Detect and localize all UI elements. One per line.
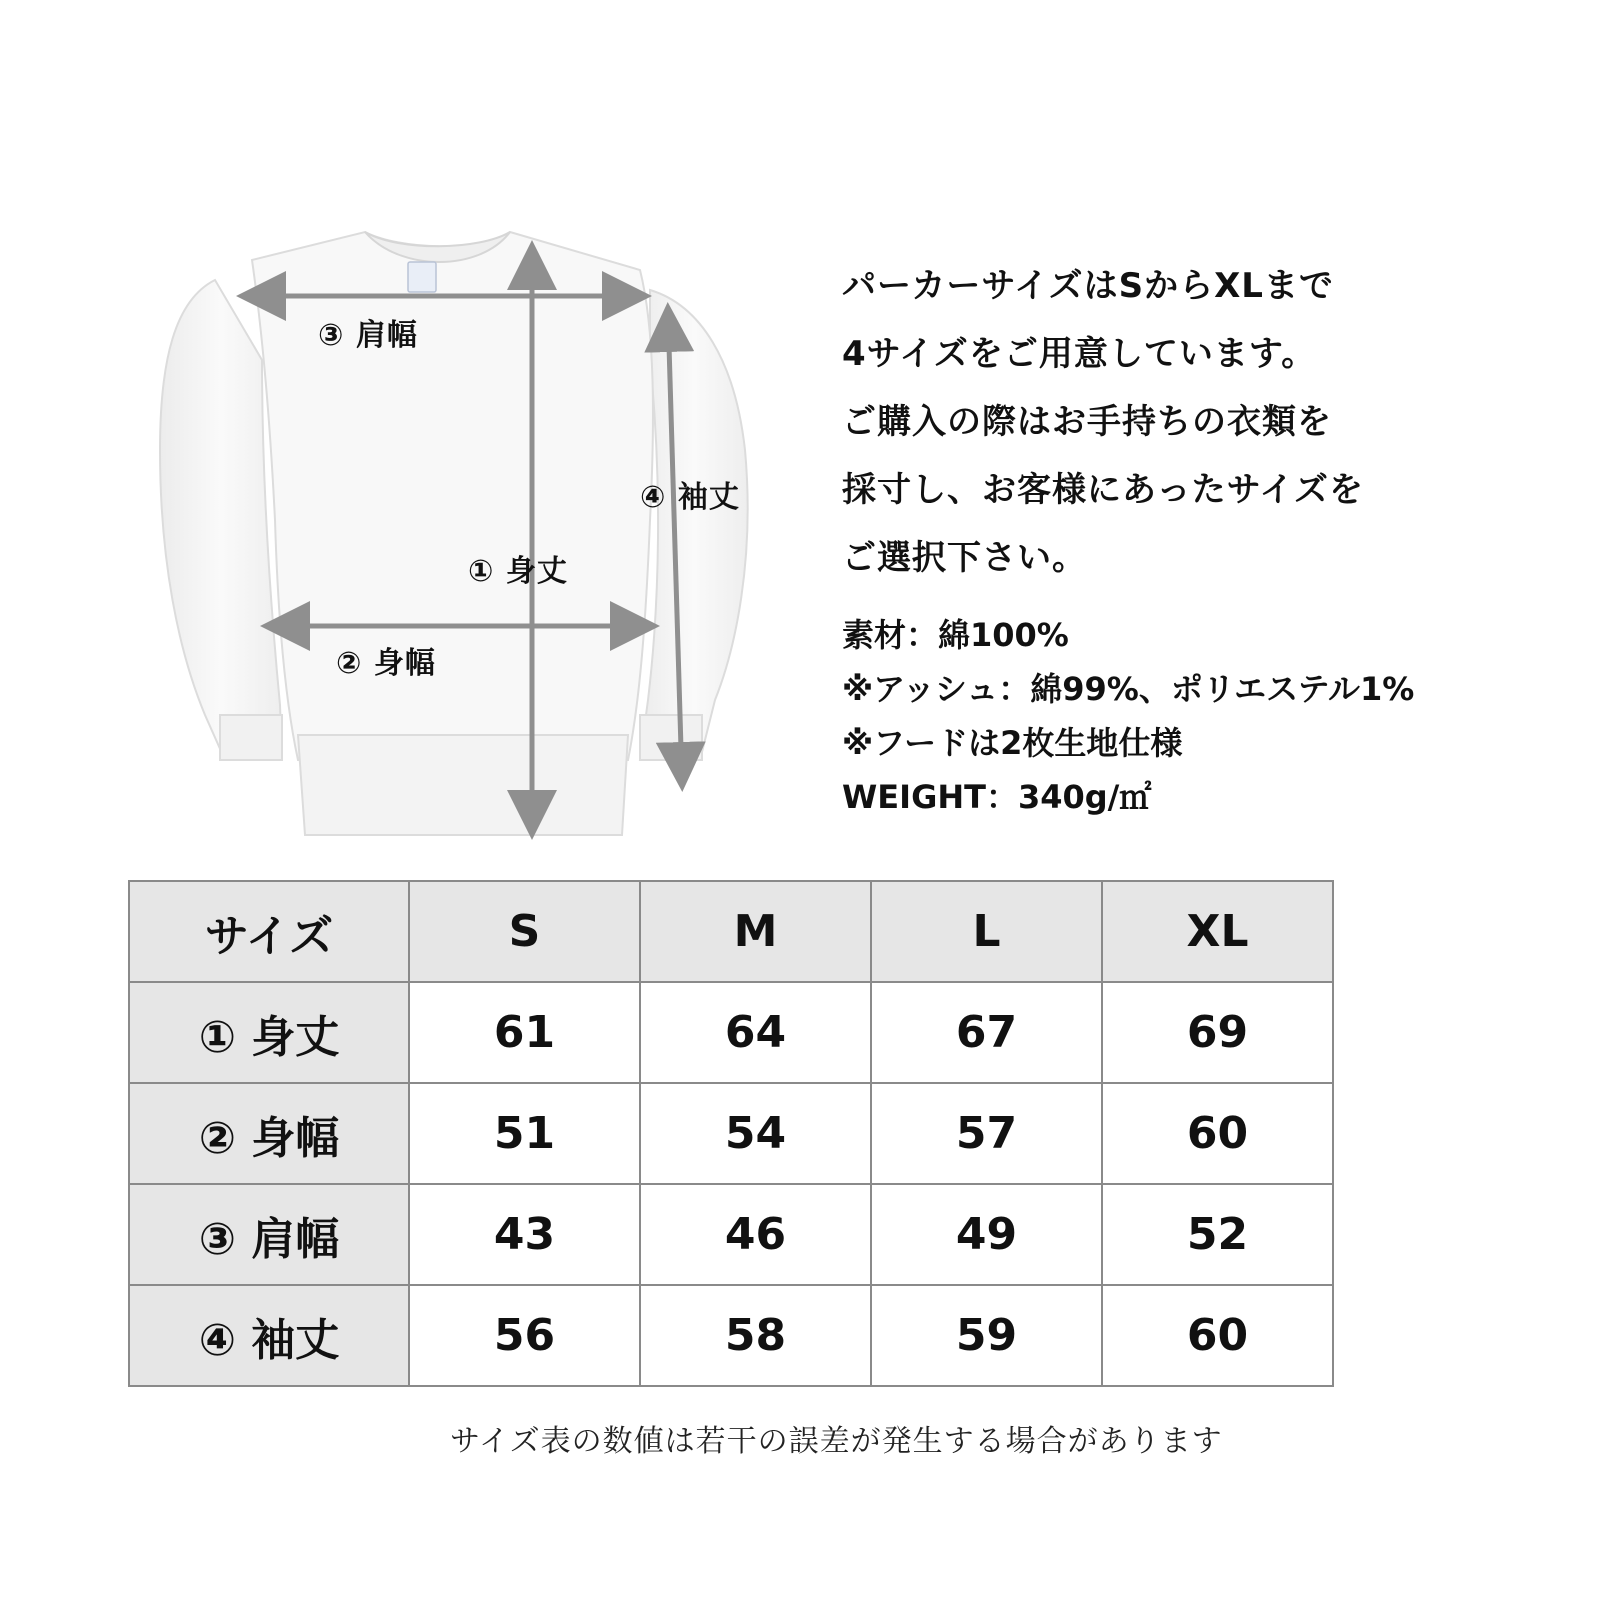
table-cell: 64 <box>640 982 871 1083</box>
table-cell: 67 <box>871 982 1102 1083</box>
neck-tag <box>408 262 436 292</box>
table-cell: 59 <box>871 1285 1102 1386</box>
size-table <box>128 880 1334 1387</box>
table-row <box>129 982 1333 1083</box>
spec-material: 素材：綿100% <box>842 616 1069 654</box>
table-header-row <box>129 881 1333 982</box>
description-line: 採寸し、お客様にあったサイズを <box>842 470 1364 510</box>
waistband <box>298 735 628 835</box>
header-size: サイズ <box>129 881 409 982</box>
row-label: ③ 肩幅 <box>129 1184 409 1285</box>
left-cuff <box>220 715 282 760</box>
shoulder-width-label: ③ 肩幅 <box>318 318 418 353</box>
spec-hood-note: ※フードは2枚生地仕様 <box>842 724 1183 762</box>
table-cell: 52 <box>1102 1184 1333 1285</box>
row-label: ② 身幅 <box>129 1083 409 1184</box>
sweatshirt-illustration <box>0 0 800 860</box>
row-label: ④ 袖丈 <box>129 1285 409 1386</box>
table-row <box>129 1285 1333 1386</box>
table-cell: 60 <box>1102 1083 1333 1184</box>
body-length-label: ① 身丈 <box>468 554 568 589</box>
table-cell: 58 <box>640 1285 871 1386</box>
table-cell: 56 <box>409 1285 640 1386</box>
header-l: L <box>871 881 1102 982</box>
description-line: パーカーサイズはSからXLまで <box>842 266 1334 306</box>
spec-weight: WEIGHT：340g/㎡ <box>842 778 1152 816</box>
row-label: ① 身丈 <box>129 982 409 1083</box>
table-cell: 61 <box>409 982 640 1083</box>
table-cell: 54 <box>640 1083 871 1184</box>
description-line: ご選択下さい。 <box>842 538 1087 578</box>
header-xl: XL <box>1102 881 1333 982</box>
table-cell: 57 <box>871 1083 1102 1184</box>
description-line: ご購入の際はお手持ちの衣類を <box>842 402 1332 442</box>
right-sleeve <box>640 290 748 760</box>
sleeve-length-label: ④ 袖丈 <box>640 480 740 515</box>
table-cell: 43 <box>409 1184 640 1285</box>
table-cell: 69 <box>1102 982 1333 1083</box>
table-row <box>129 1184 1333 1285</box>
body-panel <box>252 232 653 760</box>
header-s: S <box>409 881 640 982</box>
right-cuff <box>640 715 702 760</box>
size-description <box>842 252 1562 592</box>
table-cell: 60 <box>1102 1285 1333 1386</box>
body-width-label: ② 身幅 <box>336 646 436 681</box>
description-line: 4サイズをご用意しています。 <box>842 334 1317 374</box>
table-row <box>129 1083 1333 1184</box>
spec-ash-note: ※アッシュ：綿99%、ポリエステル1% <box>842 670 1415 708</box>
header-m: M <box>640 881 871 982</box>
table-cell: 46 <box>640 1184 871 1285</box>
table-cell: 51 <box>409 1083 640 1184</box>
footnote: サイズ表の数値は若干の誤差が発生する場合があります <box>450 1424 1223 1459</box>
sweatshirt-diagram <box>0 0 800 860</box>
table-cell: 49 <box>871 1184 1102 1285</box>
material-specs <box>842 608 1582 824</box>
